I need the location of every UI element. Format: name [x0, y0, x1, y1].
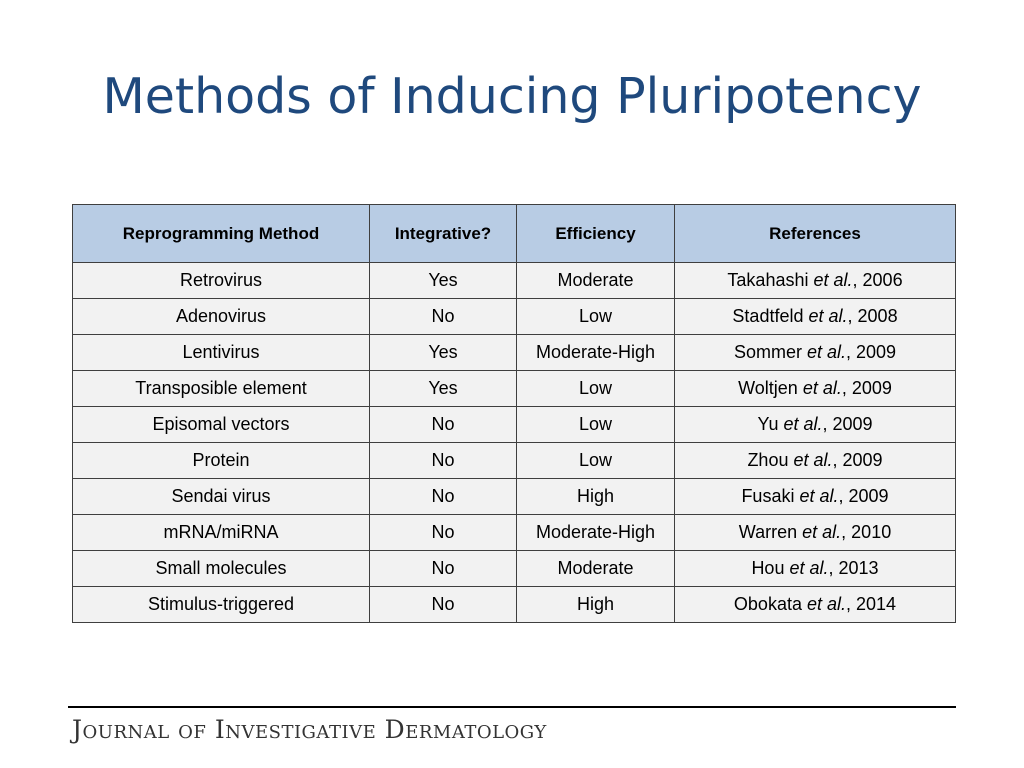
cell-efficiency: High [517, 479, 675, 515]
ref-year: , 2009 [841, 378, 892, 398]
ref-year: , 2008 [847, 306, 898, 326]
ref-year: , 2014 [846, 594, 897, 614]
cell-integrative: Yes [370, 335, 517, 371]
cell-efficiency: Moderate [517, 551, 675, 587]
cell-integrative: Yes [370, 371, 517, 407]
table-row [73, 335, 956, 371]
ref-author: Stadtfeld [732, 306, 804, 326]
table-row [73, 407, 956, 443]
ref-author: Yu [757, 414, 779, 434]
cell-efficiency: Low [517, 407, 675, 443]
cell-method: Sendai virus [73, 479, 370, 515]
table-row [73, 299, 956, 335]
cell-efficiency: Low [517, 371, 675, 407]
table-row [73, 263, 956, 299]
cell-efficiency: Moderate-High [517, 335, 675, 371]
ref-author: Fusaki [741, 486, 795, 506]
ref-year: , 2010 [841, 522, 892, 542]
table-row [73, 479, 956, 515]
cell-integrative: No [370, 515, 517, 551]
ref-etal: et al. [806, 594, 847, 614]
ref-author: Takahashi [727, 270, 809, 290]
ref-author: Hou [751, 558, 785, 578]
cell-efficiency: High [517, 587, 675, 623]
cell-reference [675, 299, 956, 335]
table-row [73, 587, 956, 623]
cell-reference [675, 407, 956, 443]
cell-method: Adenovirus [73, 299, 370, 335]
ref-author: Warren [738, 522, 798, 542]
header-reprogramming-method: Reprogramming Method [73, 205, 370, 263]
cell-method: Protein [73, 443, 370, 479]
cell-reference [675, 263, 956, 299]
cell-efficiency: Low [517, 443, 675, 479]
cell-reference [675, 479, 956, 515]
header-references: References [675, 205, 956, 263]
cell-integrative: Yes [370, 263, 517, 299]
cell-reference [675, 515, 956, 551]
cell-method: Retrovirus [73, 263, 370, 299]
header-efficiency: Efficiency [517, 205, 675, 263]
cell-method: Transposible element [73, 371, 370, 407]
table-row [73, 515, 956, 551]
cell-integrative: No [370, 443, 517, 479]
table-header-row [73, 205, 956, 263]
table-row [73, 443, 956, 479]
ref-year: , 2009 [846, 342, 897, 362]
ref-etal: et al. [806, 342, 846, 362]
cell-reference [675, 551, 956, 587]
cell-method: mRNA/miRNA [73, 515, 370, 551]
cell-method: Episomal vectors [73, 407, 370, 443]
ref-etal: et al. [783, 414, 823, 434]
cell-integrative: No [370, 551, 517, 587]
footer-divider [68, 706, 956, 708]
slide-title: Methods of Inducing Pluripotency [102, 68, 922, 125]
cell-integrative: No [370, 407, 517, 443]
ref-etal: et al. [808, 306, 848, 326]
ref-author: Obokata [733, 594, 802, 614]
cell-method: Lentivirus [73, 335, 370, 371]
cell-method: Small molecules [73, 551, 370, 587]
cell-method: Stimulus-triggered [73, 587, 370, 623]
header-integrative: Integrative? [370, 205, 517, 263]
cell-efficiency: Moderate-High [517, 515, 675, 551]
table-row [73, 371, 956, 407]
ref-etal: et al. [802, 378, 842, 398]
ref-author: Zhou [747, 450, 789, 470]
methods-table [72, 204, 956, 623]
ref-year: , 2013 [828, 558, 879, 578]
cell-integrative: No [370, 587, 517, 623]
ref-author: Sommer [733, 342, 802, 362]
ref-year: , 2009 [832, 450, 883, 470]
ref-etal: et al. [802, 522, 842, 542]
ref-etal: et al. [799, 486, 839, 506]
cell-reference [675, 443, 956, 479]
ref-author: Woltjen [738, 378, 798, 398]
cell-efficiency: Low [517, 299, 675, 335]
ref-etal: et al. [789, 558, 829, 578]
ref-etal: et al. [793, 450, 833, 470]
ref-year: , 2009 [822, 414, 873, 434]
cell-efficiency: Moderate [517, 263, 675, 299]
ref-etal: et al. [813, 270, 853, 290]
ref-year: , 2009 [838, 486, 889, 506]
cell-reference [675, 587, 956, 623]
cell-integrative: No [370, 479, 517, 515]
cell-reference [675, 335, 956, 371]
cell-reference [675, 371, 956, 407]
ref-year: , 2006 [852, 270, 903, 290]
cell-integrative: No [370, 299, 517, 335]
journal-logo: Journal of Investigative Dermatology [72, 715, 547, 744]
table-row [73, 551, 956, 587]
